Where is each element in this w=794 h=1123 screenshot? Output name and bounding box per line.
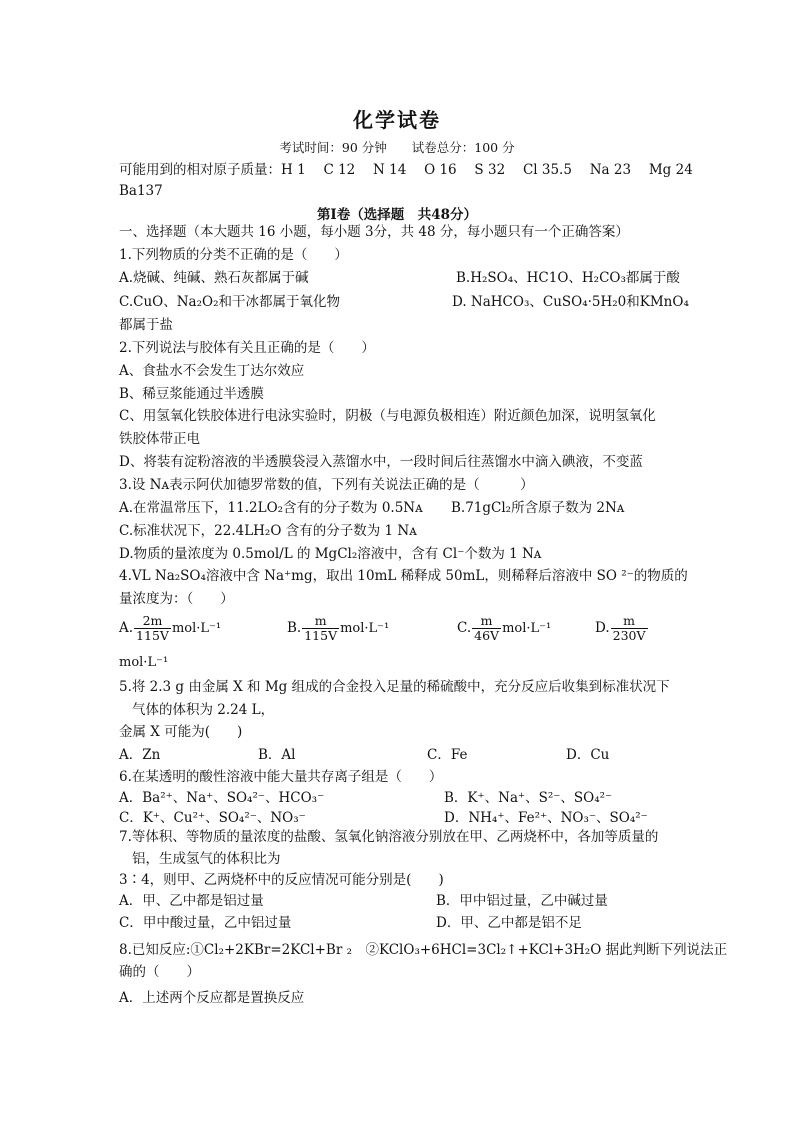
fraction-numerator: m [611,614,648,629]
section-instructions: 一、选择题（本大题共 16 小题，每小题 3分，共 48 分，每小题只有一个正确答案） [119,224,629,240]
question-6-option-b: B．K⁺、Na⁺、S²⁻、SO₄²⁻ [444,790,613,806]
question-5-option-c: C．Fe [427,747,468,763]
question-7-option-c: C．甲中酸过量，乙中铝过量 [119,915,292,931]
question-2-option-c: C、用氢氧化铁胶体进行电泳实验时，阴极（与电源负极相连）附近颜色加深，说明氢氧化 [119,408,656,424]
question-7-stem-cont: 铝，生成氢气的体积比为 [132,851,281,867]
fraction-denominator: 115V [304,628,338,643]
unit: mol·L⁻¹ [502,621,552,636]
question-4-option-d-unit: mol·L⁻¹ [119,655,169,670]
question-2-option-c-cont: 铁胶体带正电 [119,431,200,447]
question-5-option-a: A．Zn [119,747,161,763]
question-5-stem-cont: 气体的体积为 2.24 L， [132,702,275,718]
question-4-option-a [119,614,221,643]
atomic-mass-line: 可能用到的相对原子质量：H 1 C 12 N 14 O 16 S 32 Cl 35.5 Na 23 Mg 24 [119,162,693,178]
unit: mol·L⁻¹ [340,621,390,636]
atomic-mass-line-cont: Ba137 [119,183,163,199]
question-4-option-c [457,614,551,643]
option-label: B. [287,620,302,636]
option-label: C. [457,620,472,636]
question-5-stem: 5.将 2.3 g 由金属 X 和 Mg 组成的合金投入足量的稀硫酸中，充分反应后收集到标准状况下 [119,679,670,695]
question-8-stem: 8.已知反应:①Cl₂+2KBr=2KCl+Br ₂ ②KClO₃+6HCl=3Cl₂↑+KCl+3H₂O 据此判断下列说法正 [119,942,728,958]
question-8-stem-cont: 确的（ ） [119,964,200,980]
question-1-option-a: A.烧碱、纯碱、熟石灰都属于碱 [119,270,309,286]
question-1-option-c: C.CuO、Na₂O₂和干冰都属于氧化物 [119,294,340,310]
question-6-stem: 6.在某透明的酸性溶液中能大量共存离子组是（ ） [119,769,443,785]
page-title: 化学试卷 [353,108,441,132]
fraction-numerator: m [302,614,339,629]
question-4-option-d [595,614,649,643]
fraction-denominator: 230V [612,628,646,643]
question-1-stem: 1.下列物质的分类不正确的是（ ） [119,247,348,263]
question-3-option-d: D.物质的量浓度为 0.5mol/L 的 MgCl₂溶液中，含有 Cl⁻个数为 1 Nᴀ [119,546,542,562]
fraction-denominator: 115V [136,628,169,643]
fraction [472,614,501,643]
question-7-option-b: B．甲中铝过量，乙中碱过量 [436,893,608,909]
question-6-option-d: D．NH₄⁺、Fe²⁺、NO₃⁻、SO₄²⁻ [444,810,648,826]
question-3-option-b: B.71gCl₂所含原子数为 2Nᴀ [451,500,625,516]
question-1-option-d: D. NaHCO₃、CuSO₄·5H₂0和KMnO₄ [452,294,689,310]
question-7-option-a: A．甲、乙中都是铝过量 [119,893,264,909]
fraction [611,614,648,643]
question-1-option-b: B.H₂SO₄、HC1O、H₂CO₃都属于酸 [456,270,680,286]
question-5-stem-cont-2: 金属 X 可能为( ) [119,724,243,740]
fraction-denominator: 46V [474,628,500,643]
question-1-option-d-cont: 都属于盐 [119,317,173,333]
question-4-option-b [287,614,389,643]
question-4-stem: 4.VL Na₂SO₄溶液中含 Na⁺mg，取出 10mL 稀释成 50mL，则稀释后溶液中 SO ²⁻的物质的 [119,568,688,584]
question-3-stem: 3.设 Nᴀ表示阿伏加德罗常数的值，下列有关说法正确的是（ ） [119,477,534,493]
option-label: A. [119,620,134,636]
question-5-option-b: B．Al [258,747,296,763]
question-3-option-a: A.在常温常压下，11.2LO₂含有的分子数为 0.5Nᴀ [119,500,423,516]
question-7-stem: 7.等体积、等物质的量浓度的盐酸、氢氧化钠溶液分别放在甲、乙两烧杯中，各加等质量的 [119,829,659,845]
question-7-stem-cont-2: 3∶4，则甲、乙两烧杯中的反应情况可能分别是( ) [119,872,444,888]
unit: mol·L⁻¹ [171,621,222,636]
question-6-option-c: C．K⁺、Cu²⁺、SO₄²⁻、NO₃⁻ [119,810,306,826]
question-6-option-a: A．Ba²⁺、Na⁺、SO₄²⁻、HCO₃⁻ [119,790,325,806]
fraction [134,614,171,643]
exam-time-info: 考试时间：90 分钟 试卷总分：100 分 [279,140,515,155]
question-4-stem-cont: 量浓度为：（ ） [119,591,234,607]
question-2-option-a: A、食盐水不会发生丁达尔效应 [119,363,305,379]
question-8-option-a: A．上述两个反应都是置换反应 [119,990,305,1006]
question-2-stem: 2.下列说法与胶体有关且正确的是（ ） [119,340,375,356]
question-2-option-d: D、将装有淀粉溶液的半透膜袋浸入蒸馏水中，一段时间后往蒸馏水中滴入碘液，不变蓝 [119,454,643,470]
fraction-numerator: m [472,614,501,629]
fraction [302,614,339,643]
question-5-option-d: D．Cu [566,747,610,763]
question-2-option-b: B、稀豆浆能通过半透膜 [119,386,264,402]
question-7-option-d: D．甲、乙中都是铝不足 [436,915,582,931]
fraction-numerator: 2m [134,614,171,629]
question-3-option-c: C.标准状况下，22.4LH₂O 含有的分子数为 1 Nᴀ [119,523,417,539]
option-label: D. [595,620,610,636]
section-title: 第Ⅰ卷（选择题 共48分） [316,207,478,223]
